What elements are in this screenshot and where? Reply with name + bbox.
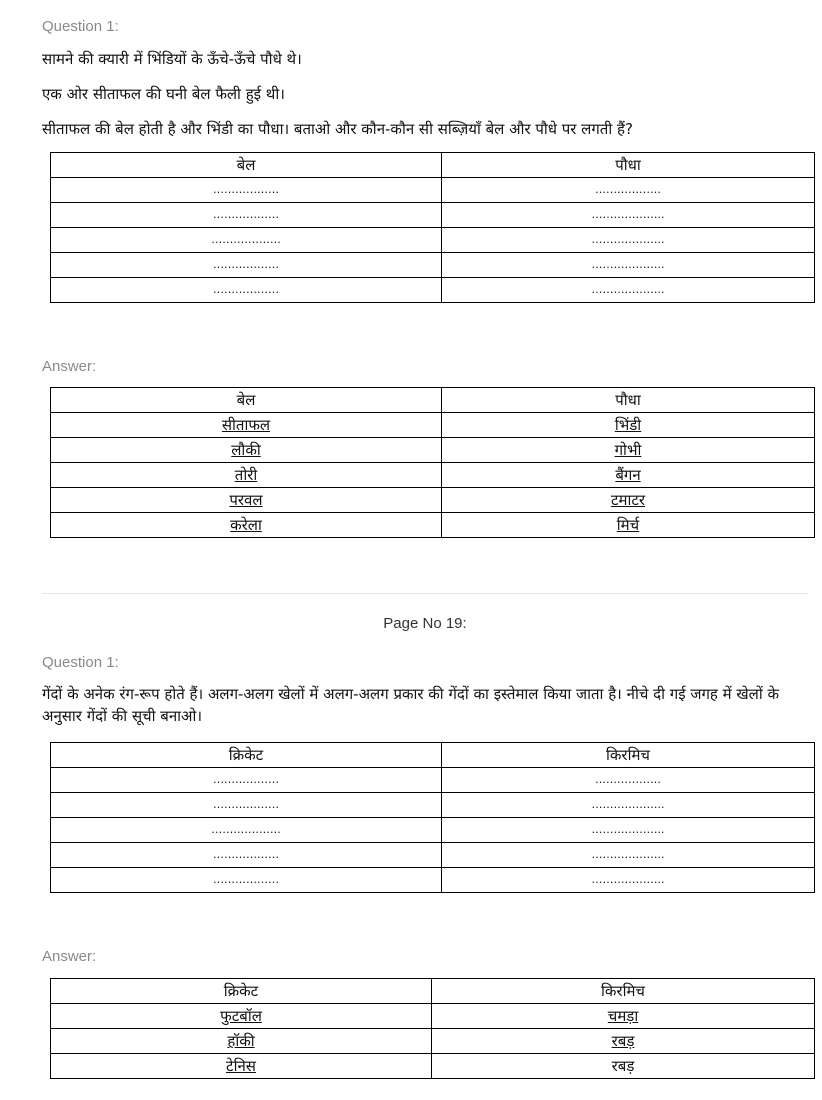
blank-cell: ……………… — [442, 768, 815, 793]
table-row — [51, 818, 815, 843]
table-row — [51, 793, 815, 818]
table-header-row — [51, 153, 815, 178]
blank-cell: ……………….. — [442, 793, 815, 818]
answer-cell: करेला — [51, 513, 442, 538]
blank-cell: ……………… — [442, 178, 815, 203]
table-row — [51, 228, 815, 253]
answer-cell: गोभी — [442, 438, 815, 463]
table-row — [51, 253, 815, 278]
blank-cell: ……………….. — [442, 278, 815, 303]
answer-table-1 — [50, 387, 815, 538]
table-row — [51, 463, 815, 488]
answer-cell: रबड़ — [432, 1054, 815, 1079]
question-line-3: सीताफल की बेल होती है और भिंडी का पौधा। बताओ और कौन-कौन सी सब्ज़ियाँ बेल और पौधे पर लगती हैं? — [42, 120, 633, 138]
blank-cell: ………………. — [51, 228, 442, 253]
table-row — [51, 843, 815, 868]
question-line-2: एक ओर सीताफल की घनी बेल फैली हुई थी। — [42, 85, 285, 103]
table-row — [51, 203, 815, 228]
blank-cell: ……………….. — [442, 843, 815, 868]
blank-cell: ……………… — [51, 278, 442, 303]
header-cell: क्रिकेट — [51, 743, 442, 768]
question-table-2 — [50, 742, 815, 893]
answer-cell: फुटबॉल — [51, 1004, 432, 1029]
answer-cell: हॉकी — [51, 1029, 432, 1054]
blank-cell: ……………… — [51, 768, 442, 793]
table-row — [51, 513, 815, 538]
answer-cell: रबड़ — [432, 1029, 815, 1054]
table-row — [51, 488, 815, 513]
answer-cell: लौकी — [51, 438, 442, 463]
blank-cell: ……………… — [51, 843, 442, 868]
table-header-row — [51, 979, 815, 1004]
table-row — [51, 1004, 815, 1029]
blank-cell: ……………… — [51, 253, 442, 278]
blank-cell: ……………… — [51, 793, 442, 818]
answer-cell: मिर्च — [442, 513, 815, 538]
answer-table-2 — [50, 978, 815, 1079]
header-cell: किरमिच — [432, 979, 815, 1004]
blank-cell: ……………….. — [442, 868, 815, 893]
answer-cell: तोरी — [51, 463, 442, 488]
blank-cell: ………………. — [51, 818, 442, 843]
blank-cell: ……………….. — [442, 228, 815, 253]
header-cell: बेल — [51, 388, 442, 413]
section-divider — [42, 593, 808, 594]
table-row — [51, 1054, 815, 1079]
header-cell: क्रिकेट — [51, 979, 432, 1004]
table-header-row — [51, 743, 815, 768]
table-row — [51, 1029, 815, 1054]
page-number: Page No 19: — [383, 615, 467, 632]
answer-cell: टमाटर — [442, 488, 815, 513]
table-row — [51, 868, 815, 893]
answer-label: Answer: — [42, 948, 97, 965]
table-header-row — [51, 388, 815, 413]
header-cell: बेल — [51, 153, 442, 178]
answer-cell: बैंगन — [442, 463, 815, 488]
answer-cell: सीताफल — [51, 413, 442, 438]
answer-cell: परवल — [51, 488, 442, 513]
blank-cell: ……………….. — [442, 253, 815, 278]
blank-cell: ……………… — [51, 178, 442, 203]
table-row — [51, 178, 815, 203]
header-cell: पौधा — [442, 153, 815, 178]
answer-cell: चमड़ा — [432, 1004, 815, 1029]
question-label: Question 1: — [42, 654, 119, 671]
header-cell: किरमिच — [442, 743, 815, 768]
question-line-1: सामने की क्यारी में भिंडियों के ऊँचे-ऊँचे पौधे थे। — [42, 50, 302, 68]
blank-cell: ……………….. — [442, 818, 815, 843]
table-row — [51, 438, 815, 463]
question-paragraph: गेंदों के अनेक रंग-रूप होते हैं। अलग-अलग खेलों में अलग-अलग प्रकार की गेंदों का इस्तेमाल किया जाता है। नीचे दी गई जगह में खेलों के अनुसार गेंदों की सूची बनाओ। — [42, 685, 779, 725]
table-row — [51, 413, 815, 438]
answer-label: Answer: — [42, 358, 97, 375]
header-cell: पौधा — [442, 388, 815, 413]
question-label: Question 1: — [42, 18, 119, 35]
blank-cell: ……………… — [51, 868, 442, 893]
blank-cell: ……………….. — [442, 203, 815, 228]
table-row — [51, 278, 815, 303]
answer-cell: भिंडी — [442, 413, 815, 438]
table-row — [51, 768, 815, 793]
question-table-1 — [50, 152, 815, 303]
blank-cell: ……………… — [51, 203, 442, 228]
answer-cell: टेनिस — [51, 1054, 432, 1079]
